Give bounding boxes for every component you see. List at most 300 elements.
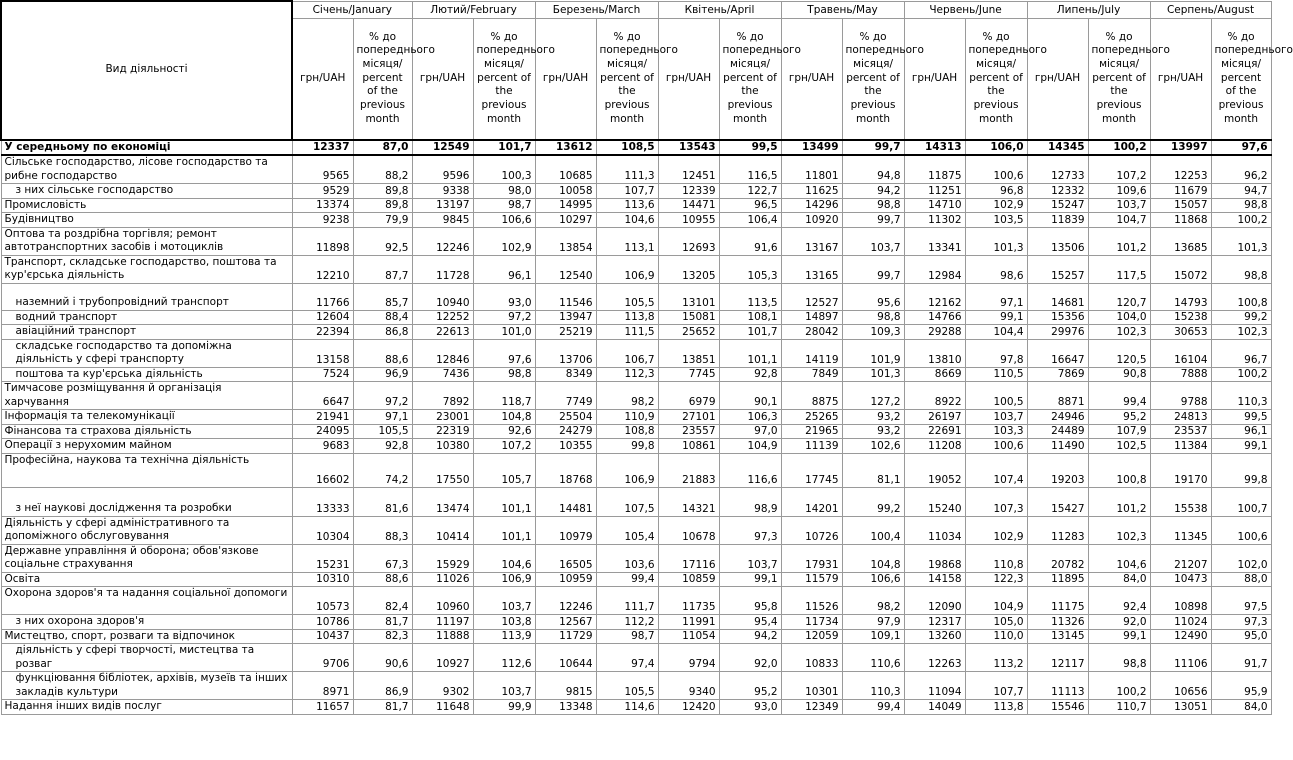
cell-value: 88,3 xyxy=(353,516,412,544)
row-label: наземний і трубопровідний транспорт xyxy=(1,283,292,310)
cell-value: 8971 xyxy=(292,672,353,700)
cell-value: 101,1 xyxy=(473,487,535,516)
row-label: Охорона здоров'я та надання соціальної допомоги xyxy=(1,587,292,615)
cell-value: 10786 xyxy=(292,615,353,630)
cell-value: 7888 xyxy=(1150,367,1211,382)
cell-value: 11546 xyxy=(535,283,596,310)
cell-value: 107,9 xyxy=(1088,424,1150,439)
cell-value: 106,7 xyxy=(596,339,658,367)
cell-value: 96,1 xyxy=(473,255,535,283)
uah-header: грн/UAH xyxy=(292,18,353,140)
cell-value: 21207 xyxy=(1150,544,1211,572)
cell-value: 18768 xyxy=(535,453,596,487)
cell-value: 109,6 xyxy=(1088,184,1150,199)
cell-value: 92,8 xyxy=(719,367,781,382)
cell-value: 13101 xyxy=(658,283,719,310)
cell-value: 117,5 xyxy=(1088,255,1150,283)
cell-value: 13260 xyxy=(904,629,965,644)
table-row xyxy=(1,572,1271,587)
cell-value: 13348 xyxy=(535,700,596,715)
cell-value: 13997 xyxy=(1150,140,1211,156)
cell-value: 10955 xyxy=(658,213,719,228)
cell-value: 13706 xyxy=(535,339,596,367)
cell-value: 11625 xyxy=(781,184,842,199)
cell-value: 122,7 xyxy=(719,184,781,199)
cell-value: 112,6 xyxy=(473,644,535,672)
cell-value: 106,0 xyxy=(965,140,1027,156)
cell-value: 105,5 xyxy=(353,424,412,439)
cell-value: 91,6 xyxy=(719,227,781,255)
cell-value: 21883 xyxy=(658,453,719,487)
table-row xyxy=(1,382,1271,410)
cell-value: 98,8 xyxy=(842,198,904,213)
cell-value: 92,0 xyxy=(719,644,781,672)
cell-value: 103,3 xyxy=(965,424,1027,439)
cell-value: 12337 xyxy=(292,140,353,156)
cell-value: 94,7 xyxy=(1211,184,1271,199)
cell-value: 14481 xyxy=(535,487,596,516)
row-label: Професійна, наукова та технічна діяльність xyxy=(1,453,292,487)
row-label: Сільське господарство, лісове господарство та рибне господарство xyxy=(1,155,292,184)
cell-value: 15247 xyxy=(1027,198,1088,213)
cell-value: 113,2 xyxy=(965,644,1027,672)
percent-header: % до попереднього місяця/ percent of the previous month xyxy=(965,18,1027,140)
cell-value: 97,3 xyxy=(719,516,781,544)
cell-value: 21941 xyxy=(292,410,353,425)
percent-header: % до попереднього місяця/ percent of the previous month xyxy=(842,18,904,140)
cell-value: 99,5 xyxy=(1211,410,1271,425)
row-label: Операції з нерухомим майном xyxy=(1,439,292,454)
cell-value: 15546 xyxy=(1027,700,1088,715)
cell-value: 104,9 xyxy=(719,439,781,454)
cell-value: 15081 xyxy=(658,310,719,325)
cell-value: 113,9 xyxy=(473,629,535,644)
cell-value: 10920 xyxy=(781,213,842,228)
cell-value: 120,5 xyxy=(1088,339,1150,367)
cell-value: 110,9 xyxy=(596,410,658,425)
cell-value: 104,4 xyxy=(965,325,1027,340)
cell-value: 12339 xyxy=(658,184,719,199)
cell-value: 14158 xyxy=(904,572,965,587)
table-body xyxy=(1,140,1271,715)
cell-value: 118,7 xyxy=(473,382,535,410)
cell-value: 90,8 xyxy=(1088,367,1150,382)
cell-value: 13205 xyxy=(658,255,719,283)
cell-value: 10833 xyxy=(781,644,842,672)
cell-value: 122,3 xyxy=(965,572,1027,587)
cell-value: 25219 xyxy=(535,325,596,340)
cell-value: 10678 xyxy=(658,516,719,544)
cell-value: 113,1 xyxy=(596,227,658,255)
cell-value: 113,6 xyxy=(596,198,658,213)
cell-value: 6647 xyxy=(292,382,353,410)
cell-value: 9794 xyxy=(658,644,719,672)
cell-value: 10959 xyxy=(535,572,596,587)
cell-value: 108,1 xyxy=(719,310,781,325)
cell-value: 17550 xyxy=(412,453,473,487)
cell-value: 95,2 xyxy=(1088,410,1150,425)
cell-value: 106,4 xyxy=(719,213,781,228)
cell-value: 24489 xyxy=(1027,424,1088,439)
cell-value: 102,6 xyxy=(842,439,904,454)
cell-value: 79,9 xyxy=(353,213,412,228)
cell-value: 111,3 xyxy=(596,155,658,184)
cell-value: 107,3 xyxy=(965,487,1027,516)
cell-value: 12420 xyxy=(658,700,719,715)
cell-value: 106,3 xyxy=(719,410,781,425)
table-row xyxy=(1,700,1271,715)
cell-value: 88,0 xyxy=(1211,572,1271,587)
cell-value: 101,0 xyxy=(473,325,535,340)
cell-value: 104,8 xyxy=(842,544,904,572)
cell-value: 88,4 xyxy=(353,310,412,325)
cell-value: 12984 xyxy=(904,255,965,283)
cell-value: 96,8 xyxy=(965,184,1027,199)
cell-value: 96,2 xyxy=(1211,155,1271,184)
cell-value: 14313 xyxy=(904,140,965,156)
cell-value: 10380 xyxy=(412,439,473,454)
activity-header: Вид діяльності xyxy=(1,1,292,140)
cell-value: 16505 xyxy=(535,544,596,572)
row-label: Освіта xyxy=(1,572,292,587)
cell-value: 12263 xyxy=(904,644,965,672)
cell-value: 12549 xyxy=(412,140,473,156)
cell-value: 94,2 xyxy=(842,184,904,199)
cell-value: 10656 xyxy=(1150,672,1211,700)
cell-value: 98,8 xyxy=(1088,644,1150,672)
cell-value: 110,0 xyxy=(965,629,1027,644)
cell-value: 7436 xyxy=(412,367,473,382)
cell-value: 26197 xyxy=(904,410,965,425)
cell-value: 87,7 xyxy=(353,255,412,283)
cell-value: 111,5 xyxy=(596,325,658,340)
cell-value: 95,6 xyxy=(842,283,904,310)
cell-value: 15427 xyxy=(1027,487,1088,516)
cell-value: 11024 xyxy=(1150,615,1211,630)
table-row xyxy=(1,283,1271,310)
cell-value: 98,7 xyxy=(473,198,535,213)
cell-value: 13499 xyxy=(781,140,842,156)
cell-value: 10644 xyxy=(535,644,596,672)
cell-value: 101,1 xyxy=(473,516,535,544)
table-row xyxy=(1,198,1271,213)
cell-value: 10355 xyxy=(535,439,596,454)
cell-value: 12567 xyxy=(535,615,596,630)
cell-value: 24279 xyxy=(535,424,596,439)
cell-value: 10437 xyxy=(292,629,353,644)
cell-value: 85,7 xyxy=(353,283,412,310)
cell-value: 12059 xyxy=(781,629,842,644)
uah-header: грн/UAH xyxy=(781,18,842,140)
table-row xyxy=(1,672,1271,700)
cell-value: 30653 xyxy=(1150,325,1211,340)
cell-value: 12246 xyxy=(412,227,473,255)
cell-value: 105,0 xyxy=(965,615,1027,630)
cell-value: 22394 xyxy=(292,325,353,340)
cell-value: 97,9 xyxy=(842,615,904,630)
row-label: Надання інших видів послуг xyxy=(1,700,292,715)
percent-header: % до попереднього місяця/ percent of the previous month xyxy=(1211,18,1271,140)
cell-value: 10979 xyxy=(535,516,596,544)
cell-value: 82,3 xyxy=(353,629,412,644)
cell-value: 27101 xyxy=(658,410,719,425)
uah-header: грн/UAH xyxy=(658,18,719,140)
cell-value: 11679 xyxy=(1150,184,1211,199)
table-row xyxy=(1,155,1271,184)
cell-value: 13947 xyxy=(535,310,596,325)
cell-value: 113,8 xyxy=(596,310,658,325)
cell-value: 14049 xyxy=(904,700,965,715)
cell-value: 15356 xyxy=(1027,310,1088,325)
cell-value: 113,5 xyxy=(719,283,781,310)
cell-value: 19868 xyxy=(904,544,965,572)
cell-value: 105,7 xyxy=(473,453,535,487)
cell-value: 11728 xyxy=(412,255,473,283)
table-row xyxy=(1,310,1271,325)
cell-value: 14681 xyxy=(1027,283,1088,310)
cell-value: 22613 xyxy=(412,325,473,340)
cell-value: 14321 xyxy=(658,487,719,516)
cell-value: 13854 xyxy=(535,227,596,255)
row-label: з них сільське господарство xyxy=(1,184,292,199)
cell-value: 97,0 xyxy=(719,424,781,439)
cell-value: 12540 xyxy=(535,255,596,283)
cell-value: 12604 xyxy=(292,310,353,325)
cell-value: 14345 xyxy=(1027,140,1088,156)
cell-value: 14766 xyxy=(904,310,965,325)
cell-value: 15240 xyxy=(904,487,965,516)
cell-value: 11197 xyxy=(412,615,473,630)
cell-value: 112,3 xyxy=(596,367,658,382)
cell-value: 99,7 xyxy=(842,140,904,156)
cell-value: 120,7 xyxy=(1088,283,1150,310)
cell-value: 25504 xyxy=(535,410,596,425)
cell-value: 99,8 xyxy=(596,439,658,454)
cell-value: 13685 xyxy=(1150,227,1211,255)
cell-value: 29976 xyxy=(1027,325,1088,340)
row-label: Промисловість xyxy=(1,198,292,213)
cell-value: 90,6 xyxy=(353,644,412,672)
cell-value: 86,9 xyxy=(353,672,412,700)
cell-value: 12733 xyxy=(1027,155,1088,184)
cell-value: 12117 xyxy=(1027,644,1088,672)
cell-value: 8875 xyxy=(781,382,842,410)
cell-value: 102,9 xyxy=(473,227,535,255)
cell-value: 88,6 xyxy=(353,572,412,587)
cell-value: 104,9 xyxy=(965,587,1027,615)
table-row xyxy=(1,615,1271,630)
cell-value: 23557 xyxy=(658,424,719,439)
cell-value: 8871 xyxy=(1027,382,1088,410)
month-header: Березень/March xyxy=(535,1,658,18)
cell-value: 89,8 xyxy=(353,198,412,213)
row-label: діяльність у сфері творчості, мистецтва та розваг xyxy=(1,644,292,672)
cell-value: 104,6 xyxy=(473,544,535,572)
row-label: У середньому по економіці xyxy=(1,140,292,156)
cell-value: 24946 xyxy=(1027,410,1088,425)
row-label: Оптова та роздрібна торгівля; ремонт автотранспортних засобів і мотоциклів xyxy=(1,227,292,255)
cell-value: 100,2 xyxy=(1088,140,1150,156)
cell-value: 98,7 xyxy=(596,629,658,644)
row-label: водний транспорт xyxy=(1,310,292,325)
cell-value: 10301 xyxy=(781,672,842,700)
cell-value: 10473 xyxy=(1150,572,1211,587)
row-label: Мистецтво, спорт, розваги та відпочинок xyxy=(1,629,292,644)
cell-value: 12253 xyxy=(1150,155,1211,184)
cell-value: 81,7 xyxy=(353,615,412,630)
cell-value: 107,4 xyxy=(965,453,1027,487)
table-row xyxy=(1,439,1271,454)
cell-value: 7869 xyxy=(1027,367,1088,382)
row-label: Транспорт, складське господарство, поштова та кур'єрська діяльність xyxy=(1,255,292,283)
cell-value: 100,5 xyxy=(965,382,1027,410)
cell-value: 10310 xyxy=(292,572,353,587)
cell-value: 91,7 xyxy=(1211,644,1271,672)
cell-value: 98,8 xyxy=(1211,198,1271,213)
cell-value: 21965 xyxy=(781,424,842,439)
cell-value: 109,3 xyxy=(842,325,904,340)
cell-value: 110,7 xyxy=(1088,700,1150,715)
cell-value: 16104 xyxy=(1150,339,1211,367)
cell-value: 87,0 xyxy=(353,140,412,156)
cell-value: 94,8 xyxy=(842,155,904,184)
cell-value: 15929 xyxy=(412,544,473,572)
cell-value: 99,2 xyxy=(842,487,904,516)
cell-value: 99,1 xyxy=(1088,629,1150,644)
cell-value: 102,9 xyxy=(965,198,1027,213)
cell-value: 17745 xyxy=(781,453,842,487)
cell-value: 13543 xyxy=(658,140,719,156)
cell-value: 97,2 xyxy=(353,382,412,410)
cell-value: 13341 xyxy=(904,227,965,255)
row-label: Фінансова та страхова діяльність xyxy=(1,424,292,439)
cell-value: 89,8 xyxy=(353,184,412,199)
cell-value: 14793 xyxy=(1150,283,1211,310)
cell-value: 101,2 xyxy=(1088,227,1150,255)
cell-value: 100,6 xyxy=(965,439,1027,454)
cell-value: 23537 xyxy=(1150,424,1211,439)
cell-value: 9302 xyxy=(412,672,473,700)
cell-value: 10898 xyxy=(1150,587,1211,615)
cell-value: 102,5 xyxy=(1088,439,1150,454)
cell-value: 84,0 xyxy=(1211,700,1271,715)
cell-value: 14710 xyxy=(904,198,965,213)
cell-value: 13612 xyxy=(535,140,596,156)
cell-value: 100,8 xyxy=(1211,283,1271,310)
month-header: Травень/May xyxy=(781,1,904,18)
cell-value: 12162 xyxy=(904,283,965,310)
cell-value: 11895 xyxy=(1027,572,1088,587)
month-header: Серпень/August xyxy=(1150,1,1271,18)
uah-header: грн/UAH xyxy=(412,18,473,140)
cell-value: 97,1 xyxy=(353,410,412,425)
cell-value: 15072 xyxy=(1150,255,1211,283)
cell-value: 11326 xyxy=(1027,615,1088,630)
table-row xyxy=(1,367,1271,382)
cell-value: 97,6 xyxy=(473,339,535,367)
cell-value: 99,1 xyxy=(965,310,1027,325)
cell-value: 11490 xyxy=(1027,439,1088,454)
cell-value: 11175 xyxy=(1027,587,1088,615)
cell-value: 24095 xyxy=(292,424,353,439)
cell-value: 15231 xyxy=(292,544,353,572)
row-label: Державне управління й оборона; обов'язкове соціальне страхування xyxy=(1,544,292,572)
cell-value: 15057 xyxy=(1150,198,1211,213)
cell-value: 99,1 xyxy=(719,572,781,587)
cell-value: 7849 xyxy=(781,367,842,382)
cell-value: 16602 xyxy=(292,453,353,487)
cell-value: 100,2 xyxy=(1211,213,1271,228)
cell-value: 10960 xyxy=(412,587,473,615)
cell-value: 107,5 xyxy=(596,487,658,516)
cell-value: 9815 xyxy=(535,672,596,700)
cell-value: 103,7 xyxy=(965,410,1027,425)
cell-value: 110,5 xyxy=(965,367,1027,382)
percent-header: % до попереднього місяця/ percent of the previous month xyxy=(353,18,412,140)
cell-value: 13145 xyxy=(1027,629,1088,644)
cell-value: 105,5 xyxy=(596,283,658,310)
percent-header: % до попереднього місяця/ percent of the previous month xyxy=(473,18,535,140)
cell-value: 7892 xyxy=(412,382,473,410)
row-label: Тимчасове розміщування й організація харчування xyxy=(1,382,292,410)
cell-value: 92,0 xyxy=(1088,615,1150,630)
cell-value: 101,1 xyxy=(719,339,781,367)
cell-value: 98,8 xyxy=(1211,255,1271,283)
cell-value: 96,5 xyxy=(719,198,781,213)
cell-value: 11283 xyxy=(1027,516,1088,544)
cell-value: 13506 xyxy=(1027,227,1088,255)
cell-value: 12693 xyxy=(658,227,719,255)
cell-value: 11898 xyxy=(292,227,353,255)
cell-value: 97,2 xyxy=(473,310,535,325)
cell-value: 9529 xyxy=(292,184,353,199)
cell-value: 19052 xyxy=(904,453,965,487)
cell-value: 98,8 xyxy=(842,310,904,325)
cell-value: 98,6 xyxy=(965,255,1027,283)
cell-value: 101,9 xyxy=(842,339,904,367)
cell-value: 95,4 xyxy=(719,615,781,630)
cell-value: 13474 xyxy=(412,487,473,516)
cell-value: 84,0 xyxy=(1088,572,1150,587)
cell-value: 13851 xyxy=(658,339,719,367)
cell-value: 8922 xyxy=(904,382,965,410)
cell-value: 99,4 xyxy=(596,572,658,587)
cell-value: 99,2 xyxy=(1211,310,1271,325)
cell-value: 28042 xyxy=(781,325,842,340)
cell-value: 11766 xyxy=(292,283,353,310)
cell-value: 8349 xyxy=(535,367,596,382)
cell-value: 11526 xyxy=(781,587,842,615)
cell-value: 14119 xyxy=(781,339,842,367)
cell-value: 23001 xyxy=(412,410,473,425)
table-row xyxy=(1,184,1271,199)
uah-header: грн/UAH xyxy=(535,18,596,140)
cell-value: 114,6 xyxy=(596,700,658,715)
cell-value: 15257 xyxy=(1027,255,1088,283)
cell-value: 11384 xyxy=(1150,439,1211,454)
percent-header: % до попереднього місяця/ percent of the previous month xyxy=(719,18,781,140)
cell-value: 14471 xyxy=(658,198,719,213)
cell-value: 11734 xyxy=(781,615,842,630)
cell-value: 9596 xyxy=(412,155,473,184)
table-row xyxy=(1,516,1271,544)
cell-value: 106,6 xyxy=(842,572,904,587)
cell-value: 102,3 xyxy=(1088,516,1150,544)
cell-value: 88,2 xyxy=(353,155,412,184)
cell-value: 107,7 xyxy=(965,672,1027,700)
cell-value: 96,7 xyxy=(1211,339,1271,367)
cell-value: 6979 xyxy=(658,382,719,410)
